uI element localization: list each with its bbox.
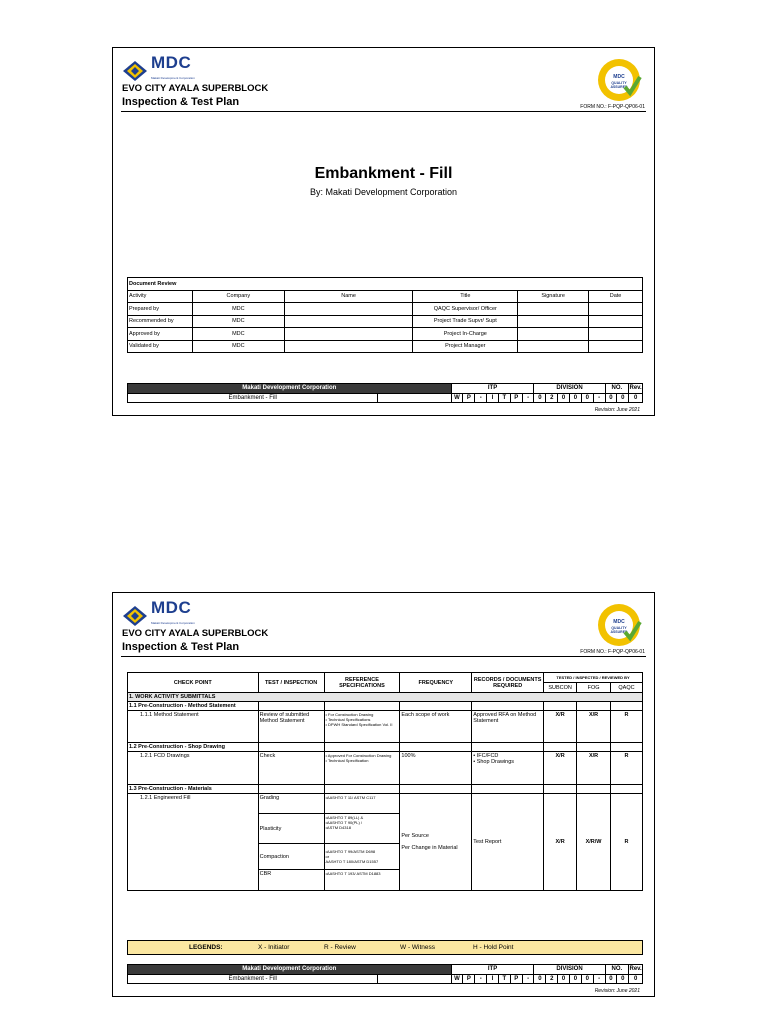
svg-text:MDC: MDC [613, 74, 625, 80]
svg-text:MDC: MDC [613, 619, 625, 625]
code-char: 0 [629, 393, 643, 403]
footer-no-label: NO. [605, 965, 629, 975]
review-row [128, 303, 643, 316]
activity-cell: Recommended by [128, 315, 193, 328]
code-char: 0 [570, 974, 582, 984]
test-cell: Review of submitted Method Statement [258, 711, 324, 743]
footer-blank [378, 974, 451, 984]
svg-text:ASSURED: ASSURED [610, 85, 628, 89]
logo-subtitle: Makati Development Corporation [151, 621, 195, 625]
title-cell: Project In-Charge [413, 328, 518, 341]
reference-cell: •AASHTO T 99/ASTM D698 or AASHTO T 180/ASTM D1557 [324, 844, 400, 870]
legend-hold-point: H - Hold Point [473, 944, 514, 951]
fog-cell: X/R [577, 752, 611, 785]
legend-witness: W - Witness [400, 944, 436, 951]
itp-footer [127, 964, 643, 984]
records-cell: Approved RFA on Method Statement [472, 711, 544, 743]
signature-cell [518, 315, 589, 328]
code-char: - [522, 393, 534, 403]
activity-cell: Validated by [128, 340, 193, 353]
footer-rev-label: Rev. [629, 385, 642, 392]
subsection-heading: 1.2 Pre-Construction - Shop Drawing [128, 743, 259, 752]
legend-label: LEGENDS: [189, 944, 223, 951]
mdc-logo [122, 55, 195, 86]
footer-company: Makati Development Corporation [128, 384, 452, 394]
footer-company: Makati Development Corporation [128, 965, 452, 975]
reference-cell: •AASHTO T 11/ ASTM C117 [324, 794, 400, 814]
code-char: T [498, 974, 510, 984]
document-title: Embankment - Fill [314, 165, 453, 182]
check-point-cell: 1.1.1 Method Statement [128, 711, 259, 743]
col-company: Company [192, 290, 284, 303]
qaqc-cell: R [611, 752, 643, 785]
quality-seal [595, 57, 643, 108]
name-cell [284, 315, 413, 328]
code-char: 0 [534, 393, 546, 403]
document-review-table [127, 277, 643, 353]
review-row [128, 315, 643, 328]
code-char: 2 [546, 974, 558, 984]
plan-title: Inspection & Test Plan [122, 96, 240, 108]
code-char: I [487, 393, 499, 403]
fog-cell: X/R [577, 711, 611, 743]
date-cell [589, 328, 643, 341]
subcon-cell: X/R [544, 711, 577, 743]
footer-no-label: NO. [605, 384, 629, 394]
hdr-records: RECORDS / DOCUMENTS REQUIRED [472, 673, 544, 693]
subsection-heading: 1.3 Pre-Construction - Materials [128, 785, 259, 794]
code-char: W [451, 393, 463, 403]
mdc-logo-icon [122, 60, 148, 82]
form-number: FORM NO.: F-PQP-QP06-01 [580, 649, 645, 655]
activity-cell: Prepared by [128, 303, 193, 316]
hdr-frequency: FREQUENCY [400, 673, 472, 693]
itp-table [127, 672, 643, 891]
revision-note: Revision: June 2021 [594, 407, 640, 413]
code-char: W [451, 974, 463, 984]
records-cell: • IFC/FCD • Shop Drawings [472, 752, 544, 785]
signature-cell [518, 303, 589, 316]
svg-text:ASSURED: ASSURED [610, 630, 628, 634]
footer-subject: Embankment - Fill [128, 393, 378, 403]
code-char: P [463, 974, 475, 984]
header-divider [121, 111, 646, 112]
date-cell [589, 340, 643, 353]
section-heading: 1. WORK ACTIVITY SUBMITTALS [128, 693, 643, 702]
reference-cell: • Approved For Construction Drawing • Technical Specification [324, 752, 400, 785]
revision-note: Revision: June 2021 [594, 988, 640, 994]
name-cell [284, 328, 413, 341]
code-char: 0 [570, 393, 582, 403]
hdr-qaqc: QAQC [611, 683, 643, 693]
mdc-logo [122, 600, 195, 631]
code-char: - [475, 393, 487, 403]
test-cell: Compaction [258, 844, 324, 870]
logo-text: MDC [151, 53, 192, 72]
check-point-cell: 1.2.1 FCD Drawings [128, 752, 259, 785]
quality-seal-icon [595, 57, 643, 103]
frequency-cell: 100% [400, 752, 472, 785]
frequency-per-change: Per Change in Material [401, 845, 458, 851]
footer-subject: Embankment - Fill [128, 974, 378, 984]
footer-blank [378, 393, 451, 403]
reference-cell: •AASHTO T 193/ ASTM D1883 [324, 870, 400, 891]
hdr-tested-by: TESTED / INSPECTED / REVIEWED BY [544, 673, 643, 683]
code-char: - [522, 974, 534, 984]
date-cell [589, 303, 643, 316]
fog-cell: X/R/W [577, 794, 611, 891]
header-divider [121, 656, 646, 657]
qaqc-cell: R [611, 711, 643, 743]
code-char: - [593, 974, 605, 984]
subcon-cell: X/R [544, 794, 577, 891]
author-line: By: Makati Development Corporation [309, 187, 458, 197]
name-cell [284, 340, 413, 353]
code-char: 0 [558, 393, 570, 403]
code-char: 2 [546, 393, 558, 403]
reference-cell: •AASHTO T 89(LL) & •AASHTO T 90(PL) / •ASTM D4318 [324, 814, 400, 844]
review-title: Document Review [128, 278, 643, 291]
table-row [128, 752, 643, 785]
hdr-test: TEST / INSPECTION [258, 673, 324, 693]
frequency-per-source: Per Source [401, 833, 429, 839]
footer-rev-label: Rev. [629, 966, 642, 973]
plan-title: Inspection & Test Plan [122, 641, 240, 653]
footer-division-label: DIVISION [534, 965, 605, 975]
code-char: 0 [605, 393, 617, 403]
subsection-heading: 1.1 Pre-Construction - Method Statement [128, 702, 259, 711]
review-row [128, 328, 643, 341]
svg-text:QUALITY: QUALITY [611, 81, 627, 85]
quality-seal-icon [595, 602, 643, 648]
code-char: P [463, 393, 475, 403]
title-cell: QAQC Supervisor/ Officer [413, 303, 518, 316]
col-signature: Signature [518, 290, 589, 303]
code-char: 0 [581, 974, 593, 984]
test-cell: CBR [258, 870, 324, 891]
table-row [128, 794, 643, 814]
footer-division-label: DIVISION [534, 384, 605, 394]
code-char: 0 [629, 974, 643, 984]
test-cell: Grading [258, 794, 324, 814]
company-cell: MDC [192, 340, 284, 353]
test-cell: Check [258, 752, 324, 785]
reference-cell: • For Construction Drawing • Technical Specifications • DPWH Standard Specification Vol. II [324, 711, 400, 743]
legend-initiator: X - Initiator [258, 944, 290, 951]
cover-page [112, 47, 655, 416]
records-cell: Test Report [472, 794, 544, 891]
code-char: - [593, 393, 605, 403]
title-cell: Project Manager [413, 340, 518, 353]
code-char: P [510, 974, 522, 984]
frequency-cell: Each scope of work [400, 711, 472, 743]
company-cell: MDC [192, 315, 284, 328]
svg-text:QUALITY: QUALITY [611, 626, 627, 630]
code-char: I [487, 974, 499, 984]
logo-text: MDC [151, 598, 192, 617]
mdc-logo-icon [122, 605, 148, 627]
frequency-cell [400, 794, 472, 891]
legend-review: R - Review [324, 944, 356, 951]
activity-cell: Approved by [128, 328, 193, 341]
legend-bar [127, 940, 643, 955]
test-cell: Plasticity [258, 814, 324, 844]
company-cell: MDC [192, 303, 284, 316]
col-activity: Activity [128, 290, 193, 303]
footer-itp-label: ITP [451, 384, 534, 394]
code-char: 0 [558, 974, 570, 984]
col-title: Title [413, 290, 518, 303]
signature-cell [518, 340, 589, 353]
code-char: 0 [617, 974, 629, 984]
form-number: FORM NO.: F-PQP-QP06-01 [580, 104, 645, 110]
code-char: 0 [617, 393, 629, 403]
check-point-cell: 1.2.1 Engineered Fill [128, 794, 259, 891]
title-cell: Project Trade Supvr/ Supt [413, 315, 518, 328]
project-name: EVO CITY AYALA SUPERBLOCK [122, 628, 269, 639]
footer-itp-label: ITP [451, 965, 534, 975]
col-name: Name [284, 290, 413, 303]
col-date: Date [589, 290, 643, 303]
qaqc-cell: R [611, 794, 643, 891]
hdr-subcon: SUBCON [544, 683, 577, 693]
table-row [128, 711, 643, 743]
quality-seal [595, 602, 643, 653]
logo-subtitle: Makati Development Corporation [151, 76, 195, 80]
review-row [128, 340, 643, 353]
company-cell: MDC [192, 328, 284, 341]
code-char: 0 [605, 974, 617, 984]
itp-page [112, 592, 655, 997]
code-char: - [475, 974, 487, 984]
code-char: P [510, 393, 522, 403]
itp-footer [127, 383, 643, 403]
hdr-check-point: CHECK POINT [128, 673, 259, 693]
code-char: T [498, 393, 510, 403]
name-cell [284, 303, 413, 316]
signature-cell [518, 328, 589, 341]
subcon-cell: X/R [544, 752, 577, 785]
hdr-reference: REFERENCE SPECIFICATIONS [324, 673, 400, 693]
code-char: 0 [581, 393, 593, 403]
code-char: 0 [534, 974, 546, 984]
date-cell [589, 315, 643, 328]
hdr-fog: FOG [577, 683, 611, 693]
project-name: EVO CITY AYALA SUPERBLOCK [122, 83, 269, 94]
